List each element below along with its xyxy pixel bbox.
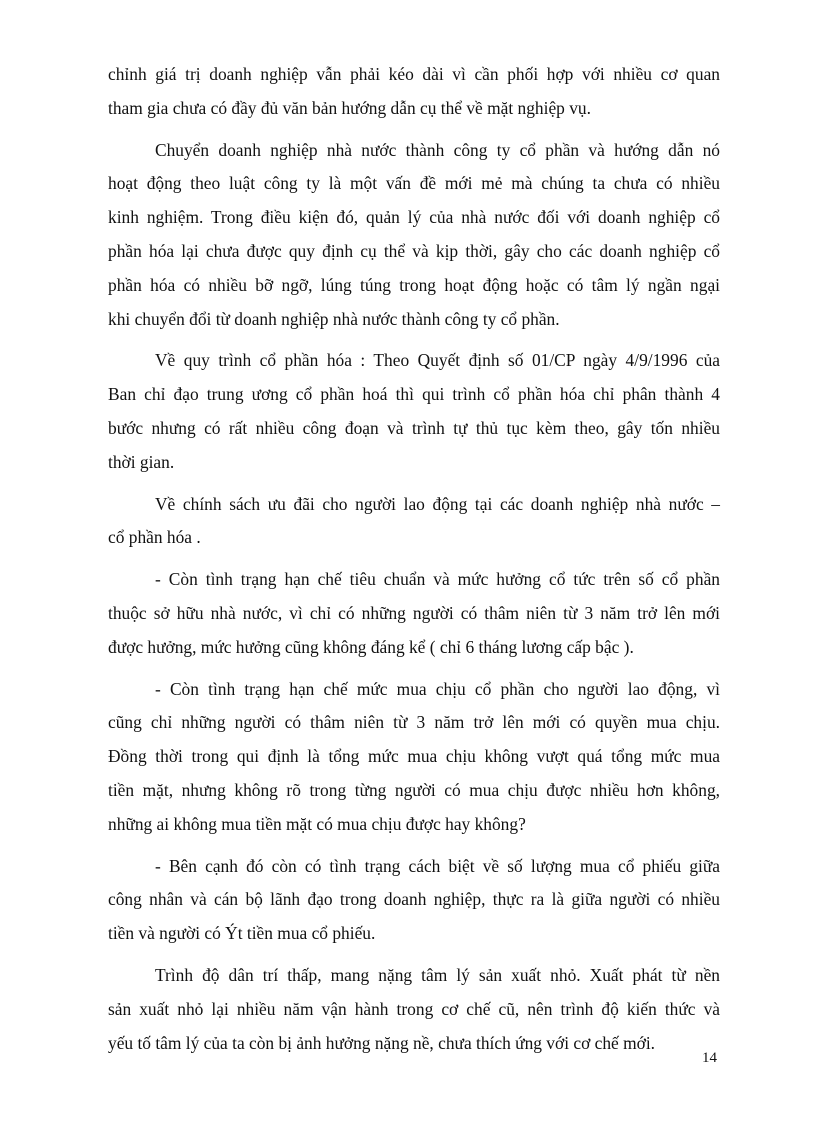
paragraph-line: tham gia chưa có đầy đủ văn bản hướng dẫn cụ thể về mặt nghiệp vụ. (108, 97, 591, 118)
paragraph-line: cổ phần hóa . (108, 527, 201, 548)
paragraph-line: Trình độ dân trí thấp, mang nặng tâm lý sản xuất nhỏ. Xuất phát từ nền (155, 964, 720, 985)
paragraph (108, 344, 720, 479)
paragraph-line: hoạt động theo luật công ty là một vấn đề mới mẻ mà chúng ta chưa có nhiều (108, 173, 720, 194)
paragraph-line: sản xuất nhỏ lại nhiều năm vận hành trong cơ chế cũ, nên trình độ kiến thức và (108, 998, 720, 1019)
paragraph (108, 488, 720, 556)
paragraph-line: tiền mặt, nhưng không rõ trong từng người có mua chịu được nhiều hơn không, (108, 779, 720, 800)
paragraph-line: - Bên cạnh đó còn có tình trạng cách biệt về số lượng mua cổ phiếu giữa (155, 855, 720, 876)
paragraph-line: bước nhưng có rất nhiều công đoạn và trình tự thủ tục kèm theo, gây tốn nhiều (108, 417, 720, 438)
paragraph-line: những ai không mua tiền mặt có mua chịu được hay không? (108, 813, 526, 834)
paragraph-line: tiền và người có Ýt tiền mua cổ phiếu. (108, 923, 376, 944)
paragraph-line: - Còn tình trạng hạn chế mức mua chịu cổ phần cho người lao động, vì (155, 678, 720, 699)
paragraph-line: công nhân và cán bộ lãnh đạo trong doanh nghiệp, thực ra là giữa người có nhiều (108, 889, 720, 910)
paragraph-line: yếu tố tâm lý của ta còn bị ảnh hưởng nặng nề, chưa thích ứng với cơ chế mới. (108, 1032, 656, 1053)
paragraph-line: được hưởng, mức hưởng cũng không đáng kể ( chỉ 6 tháng lương cấp bậc ). (108, 636, 634, 657)
paragraph (108, 58, 720, 126)
paragraph-line: Về chính sách ưu đãi cho người lao động tại các doanh nghiệp nhà nước – (155, 493, 720, 514)
paragraph-line: thời gian. (108, 451, 175, 472)
paragraph (108, 959, 720, 1060)
paragraph-line: Về quy trình cổ phần hóa : Theo Quyết định số 01/CP ngày 4/9/1996 của (155, 350, 720, 371)
paragraph-line: thuộc sở hữu nhà nước, vì chỉ có những người có thâm niên từ 3 năm trở lên mới (108, 602, 720, 623)
paragraph-line: Chuyển doanh nghiệp nhà nước thành công ty cổ phần và hướng dẫn nó (155, 139, 720, 160)
paragraph-line: khi chuyển đổi từ doanh nghiệp nhà nước thành công ty cổ phần. (108, 308, 560, 329)
paragraph (108, 134, 720, 337)
paragraph-line: phần hóa lại chưa được quy định cụ thể và kịp thời, gây cho các doanh nghiệp cổ (108, 240, 720, 261)
paragraph-line: Ban chỉ đạo trung ương cổ phần hoá thì qui trình cổ phần hóa chỉ phân thành 4 (108, 384, 720, 405)
paragraph-line: cũng chỉ những người có thâm niên từ 3 năm trở lên mới có quyền mua chịu. (108, 712, 720, 733)
paragraph-line: Đồng thời trong qui định là tổng mức mua chịu không vượt quá tổng mức mua (108, 746, 720, 767)
paragraph-line: kinh nghiệm. Trong điều kiện đó, quản lý của nhà nước đối với doanh nghiệp cổ (108, 207, 720, 228)
paragraph-line: chỉnh giá trị doanh nghiệp vẫn phải kéo dài vì cần phối hợp với nhiều cơ quan (108, 64, 720, 84)
page-number: 14 (702, 1050, 717, 1066)
paragraph-line: - Còn tình trạng hạn chế tiêu chuẩn và mức hưởng cổ tức trên số cổ phần (155, 569, 720, 590)
paragraph (108, 850, 720, 951)
paragraph-line: phần hóa có nhiều bỡ ngỡ, lúng túng trong hoạt động hoặc có tâm lý ngần ngại (108, 274, 720, 295)
paragraph (108, 563, 720, 664)
document-body (108, 58, 720, 1068)
paragraph (108, 673, 720, 842)
